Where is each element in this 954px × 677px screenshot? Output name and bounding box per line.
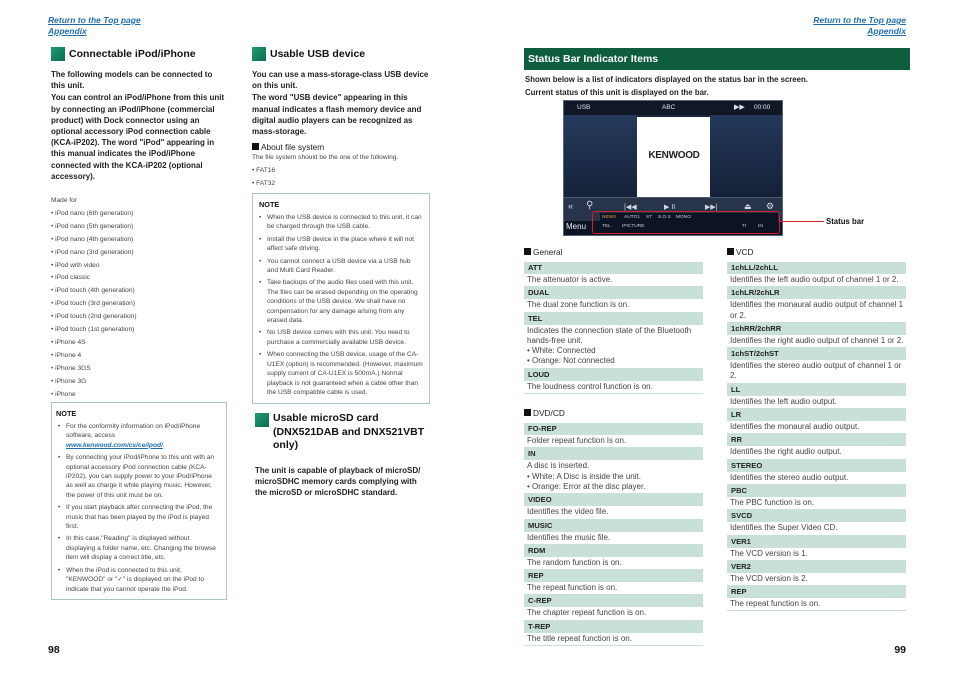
ipod-model-item: • iPhone 4 [51,351,82,359]
desc-line: Identifies the music file. [527,532,611,542]
desc-line: The repeat function is on. [730,599,821,609]
desc-line: The VCD version is 1. [730,548,808,558]
microsd-section [255,412,431,498]
dvdcd-row-key: C-REP [524,595,703,607]
vcd-row-desc [727,598,906,611]
usb-note-item: • No USB device comes with this unit. You need to purchase a commercially available USB device. [259,328,423,347]
ipod-note-item [58,566,220,594]
ipod-model-item: • iPhone 3GS [51,364,91,372]
desc-line: • Orange: Error at the disc player. [527,481,646,491]
dvdcd-row-desc [524,633,703,646]
ipod-model-item: • iPod touch (3rd generation) [51,300,136,308]
desc-line: The random function is on. [527,557,622,567]
back-icon[interactable]: « [568,201,574,211]
dvdcd-row-desc [524,532,703,545]
desc-line: Identifies the video file. [527,507,609,517]
dvdcd-row-key: IN [524,448,703,460]
play-pause-icon[interactable]: ▶ II [664,204,676,211]
status-indicator: AUTO1 [624,215,640,220]
ipod-model-list [51,208,226,402]
section-square-icon [51,47,65,61]
note-suffix: . [162,441,165,449]
desc-line: Identifies the right audio output of channel 1 or 2. [730,335,904,345]
general-row-desc [524,325,703,369]
vcd-row-key: 1chRR/2chRR [727,323,906,335]
vcd-row-desc [727,573,906,586]
dvdcd-row-desc [524,435,703,448]
desc-line: Folder repeat function is on. [527,436,627,446]
screen-artwork [637,117,710,197]
fs-list-item: • FAT32 [252,180,276,188]
status-indicator: S.O.S [658,215,671,220]
note-text: By connecting your iPod/iPhone to this unit with an optional accessory iPod connection cable (KCA-iP202), you can supply power to your iPod/iPhone as well as charge it while playing music. However, the power of this unit must be on. [66,454,215,499]
dvdcd-row-key: MUSIC [524,520,703,532]
note-text: If you start playback after connecting the iPod, the music that has been played by the iPod is played first. [66,504,213,531]
ipod-note-box [51,402,227,600]
usb-note-item: • When connecting the USB device, usage of the CA-U1EX (option) is recommended. (However, maximum supply current of CA-U1EX is 500mA.) Normal playback is not guaranteed when a cable other than the USB compatible cable is used. [259,350,423,397]
vcd-row-key: 1chLL/2chLL [727,262,906,274]
vcd-row-key: PBC [727,485,906,497]
vcd-row-desc [727,360,906,384]
fs-list [252,165,430,191]
fs-list-item: • FAT16 [252,167,276,175]
page-number-right: 99 [894,644,906,656]
section-square-icon [255,413,269,427]
section-square-icon [252,47,266,61]
ipod-note-item [58,503,220,531]
ipod-model-item: • iPod nano (6th generation) [51,209,134,217]
usb-note-item: • Install the USB device in the place where it will not affect safe driving. [259,235,423,254]
vcd-row-key: LR [727,409,906,421]
vcd-row-desc [727,548,906,561]
dvdcd-row-key: T-REP [524,621,703,633]
desc-line: Identifies the monaural audio output. [730,422,860,432]
ipod-note-item [58,453,220,500]
desc-line: The VCD version is 2. [730,573,808,583]
note-text: When the iPod is connected to this unit, "KENWOOD" or "✓" is displayed on the iPod to indicate that you cannot operate the iPod. [66,566,205,593]
vcd-row-key: REP [727,586,906,598]
general-row-key: ATT [524,262,703,274]
desc-line: A disc is inserted. [527,461,590,471]
status-intro-1: Shown below is a list of indicators displayed on the status bar in the screen. [525,75,808,84]
dvdcd-row-desc [524,607,703,620]
dvdcd-row-desc [524,557,703,570]
dvdcd-table [524,423,703,646]
ipod-model-item: • iPod nano (4th generation) [51,235,134,243]
ipod-note-item [58,422,220,450]
vcd-label: VCD [727,247,906,257]
vcd-row-desc [727,472,906,485]
ipod-note-item [58,534,220,562]
status-indicator: ST [646,215,653,220]
usb-body: The word "USB device" appearing in this manual indicates a flash memory device and digital audio players can be recognized as mass-storage. [252,93,422,137]
ipod-conformity-link[interactable]: www.kenwood.com/cs/ce/ipod/ [66,441,163,449]
dvdcd-row-key: FO-REP [524,423,703,435]
return-top-link-left[interactable]: Return to the Top page [48,15,141,25]
desc-line: Identifies the left audio output. [730,396,837,406]
vcd-row-key: 1chST/2chST [727,348,906,360]
desc-line: • Orange: Not connected [527,356,615,366]
desc-line: The dual zone function is on. [527,300,630,310]
desc-line: Identifies the monaural audio output of channel 1 or 2. [730,300,904,320]
vcd-row-key: VER1 [727,536,906,548]
screen-track: ABC [662,104,676,111]
prev-track-icon[interactable]: |◀◀ [624,204,637,211]
ipod-section-heading: Connectable iPod/iPhone [51,47,226,61]
usb-section-heading: Usable USB device [252,47,430,61]
vcd-row-desc [727,299,906,323]
general-label: General [524,247,703,257]
vcd-row-desc [727,522,906,535]
desc-line: The attenuator is active. [527,275,613,284]
status-intro-2: Current status of this unit is displayed on the bar. [525,88,709,97]
desc-line: Identifies the left audio output of channel 1 or 2. [730,275,899,284]
ipod-body: You can control an iPod/iPhone from this unit by connecting an iPod/iPhone (commercial product) with Dock connector using an optional accessory iPod connection cable (KCA-iP202). The word "iPod" appearing in this manual indicates the iPod/iPhone connected with the KCA-iP202 (optional accessory). [51,93,225,181]
square-bullet-icon [727,248,734,255]
desc-line: Identifies the right audio output. [730,447,842,457]
status-indicator: NEWS [602,215,617,220]
ipod-model-item: • iPod with video [51,261,100,269]
vcd-row-key: RR [727,434,906,446]
dvdcd-row-desc [524,460,703,494]
ipod-model-item: • iPhone [51,390,76,398]
appendix-link-left[interactable]: Appendix [48,26,87,36]
general-column [524,247,703,646]
return-top-link-right[interactable]: Return to the Top page [813,15,906,25]
status-bar-label: Status bar [826,217,865,226]
desc-line: The repeat function is on. [527,583,618,593]
general-row-key: DUAL [524,287,703,299]
desc-line: The chapter repeat function is on. [527,608,647,618]
vcd-row-key: SVCD [727,510,906,522]
square-bullet-icon [252,143,259,150]
status-indicator: MONO [676,215,691,220]
dvdcd-row-desc [524,582,703,595]
ipod-model-item: • iPod touch (2nd generation) [51,313,137,321]
usb-section [252,47,430,191]
status-bar-callout [592,211,780,234]
usb-note-title: NOTE [259,200,280,209]
about-file-system-label: About file system [252,142,430,152]
microsd-body: The unit is capable of playback of microSD/ microSDHC memory cards complying with the microSD or microSDHC standard. [255,465,421,497]
menu-button[interactable]: Menu [566,222,587,231]
usb-note-box [252,193,430,404]
skip-icon[interactable]: ▶▶ [734,104,745,111]
general-row-desc [524,299,703,312]
screen-right-panel [710,115,782,197]
page-number-left: 98 [48,644,60,656]
ipod-section [51,47,226,402]
status-bar-title: Status Bar Indicator Items [524,48,910,70]
dvdcd-label: DVD/CD [524,408,703,418]
ipod-model-item: • iPod nano (5th generation) [51,222,134,230]
vcd-row-key: STEREO [727,460,906,472]
vcd-row-desc [727,335,906,348]
usb-note-item: • When the USB device is connected to this unit, it can be charged through the USB cable. [259,213,423,232]
dvdcd-row-key: VIDEO [524,494,703,506]
desc-line: Identifies the stereo audio output. [730,472,849,482]
vcd-row-key: LL [727,384,906,396]
usb-note-item: • Take backups of the audio files used with this unit. The files can be erased depending on the operating conditions of the USB device. We shall have no compensation for any damage arising from any erased data. [259,278,423,325]
note-text: For the conformity information on iPod/iPhone software, access [66,423,201,440]
ipod-intro: The following models can be connected to this unit. [51,70,213,91]
desc-line: The PBC function is on. [730,497,815,507]
vcd-row-desc [727,396,906,409]
status-indicator: IPICTURE [622,224,645,229]
general-table [524,262,703,394]
square-bullet-icon [524,248,531,255]
dvdcd-row-key: RDM [524,545,703,557]
general-row-desc [524,274,703,287]
status-indicator: TEL [602,224,611,229]
made-for-label: Made for [51,197,78,205]
usb-intro: You can use a mass-storage-class USB device on this unit. [252,70,429,91]
vcd-table [727,262,906,611]
desc-line: The title repeat function is on. [527,633,632,643]
ipod-note-title: NOTE [56,409,77,418]
microsd-section-heading: Usable microSD card (DNX521DAB and DNX521VBT only) [255,412,431,453]
screen-left-panel [564,115,637,197]
dvdcd-row-key: REP [524,570,703,582]
callout-line [779,221,824,222]
settings-icon[interactable]: ⚙ [766,201,775,211]
dvdcd-row-desc [524,506,703,519]
kenwood-logo: KENWOOD [648,150,700,161]
general-row-key: LOUD [524,369,703,381]
desc-line: • White: A Disc is inside the unit. [527,471,641,481]
ipod-model-item: • iPod nano (3rd generation) [51,248,134,256]
vcd-row-desc [727,446,906,459]
desc-line: Identifies the stereo audio output of channel 1 or 2. [730,361,902,381]
usb-note-item: • You cannot connect a USB device via a USB hub and Multi Card Reader. [259,257,423,276]
ipod-model-item: • iPhone 4S [51,339,86,346]
status-indicator: TI [742,224,747,229]
vcd-column [727,247,906,611]
vcd-row-desc [727,497,906,510]
desc-line: Identifies the Super Video CD. [730,523,838,533]
vcd-row-key: 1chLR/2chLR [727,287,906,299]
vcd-row-key: VER2 [727,561,906,573]
desc-line: • White: Connected [527,346,596,356]
eject-icon[interactable]: ⏏ [744,202,752,211]
status-indicator: IN [758,224,763,229]
desc-line: The loudness control function is on. [527,381,653,391]
appendix-link-right[interactable]: Appendix [867,26,906,36]
ipod-model-item: • iPod touch (1st generation) [51,326,135,334]
ipod-model-item: • iPhone 3G [51,377,87,385]
fs-text: The file system should be the one of the following. [252,154,399,162]
screen-source: USB [577,104,591,111]
square-bullet-icon [524,409,531,416]
general-row-key: TEL [524,313,703,325]
search-icon[interactable]: ⚲ [586,200,594,211]
general-row-desc [524,381,703,394]
note-text: In this case,"Reading" is displayed without displaying a folder name, etc. Changing the browse item will display a correct title, etc. [66,535,216,562]
ipod-model-item: • iPod touch (4th generation) [51,287,135,295]
desc-line: Indicates the connection state of the Bluetooth hands-free unit. [527,325,692,345]
vcd-row-desc [727,274,906,287]
next-track-icon[interactable]: ▶▶| [705,204,718,211]
vcd-row-desc [727,421,906,434]
ipod-model-item: • iPod classic [51,274,90,282]
screen-time: 00:00 [754,104,771,111]
